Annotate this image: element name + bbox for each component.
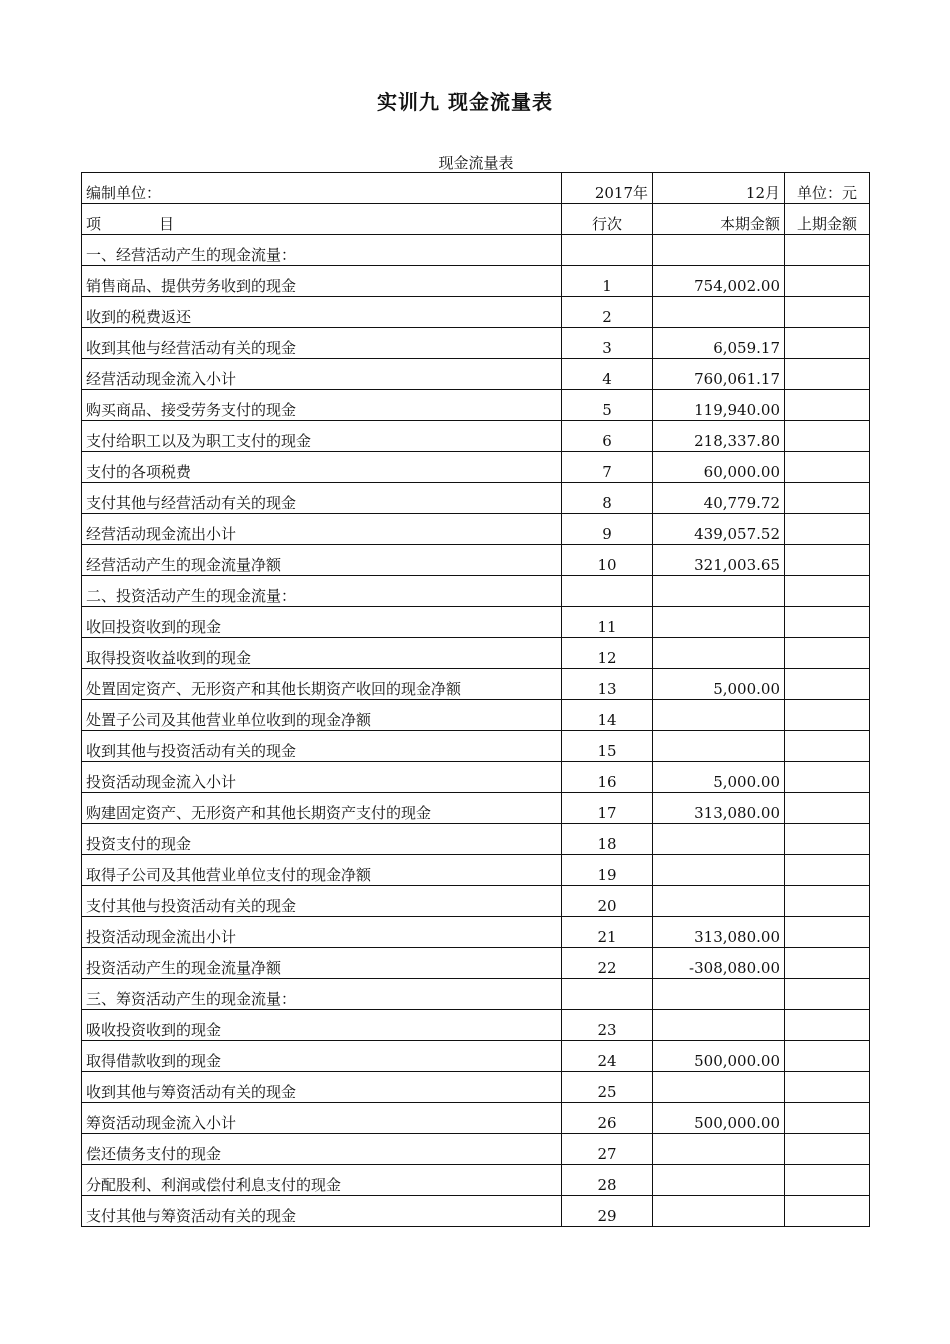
- row-line-number: 15: [562, 731, 653, 762]
- row-label: 经营活动现金流入小计: [82, 359, 562, 390]
- unit-label: 编制单位：: [82, 173, 562, 204]
- row-line-number: 19: [562, 855, 653, 886]
- row-line-number: 4: [562, 359, 653, 390]
- row-line-number: [562, 979, 653, 1010]
- row-label: 偿还债务支付的现金: [82, 1134, 562, 1165]
- row-previous-amount: [785, 607, 870, 638]
- row-previous-amount: [785, 824, 870, 855]
- row-label: 三、筹资活动产生的现金流量：: [82, 979, 562, 1010]
- row-line-number: 5: [562, 390, 653, 421]
- row-line-number: 23: [562, 1010, 653, 1041]
- row-label: 支付其他与经营活动有关的现金: [82, 483, 562, 514]
- row-current-amount: -308,080.00: [653, 948, 785, 979]
- row-previous-amount: [785, 266, 870, 297]
- row-line-number: 16: [562, 762, 653, 793]
- row-label: 收到其他与筹资活动有关的现金: [82, 1072, 562, 1103]
- row-line-number: [562, 235, 653, 266]
- table-row: [82, 731, 870, 762]
- row-line-number: 25: [562, 1072, 653, 1103]
- row-label: 吸收投资收到的现金: [82, 1010, 562, 1041]
- row-previous-amount: [785, 483, 870, 514]
- row-line-number: 8: [562, 483, 653, 514]
- row-line-number: 27: [562, 1134, 653, 1165]
- row-label: 分配股利、利润或偿付利息支付的现金: [82, 1165, 562, 1196]
- row-label: 取得子公司及其他营业单位支付的现金净额: [82, 855, 562, 886]
- row-line-number: 26: [562, 1103, 653, 1134]
- row-current-amount: [653, 1196, 785, 1227]
- year-cell: 2017年: [562, 173, 653, 204]
- row-current-amount: [653, 607, 785, 638]
- row-current-amount: 6,059.17: [653, 328, 785, 359]
- row-current-amount: 218,337.80: [653, 421, 785, 452]
- row-current-amount: 500,000.00: [653, 1103, 785, 1134]
- row-line-number: 22: [562, 948, 653, 979]
- row-current-amount: 439,057.52: [653, 514, 785, 545]
- row-line-number: 18: [562, 824, 653, 855]
- row-current-amount: 119,940.00: [653, 390, 785, 421]
- row-previous-amount: [785, 669, 870, 700]
- row-current-amount: [653, 297, 785, 328]
- column-header-item-a: 项: [86, 215, 102, 233]
- table-caption: 现金流量表: [438, 154, 514, 172]
- column-header-current: 本期金额: [653, 204, 785, 235]
- table-row: [82, 576, 870, 607]
- column-header-item-b: 目: [159, 215, 175, 233]
- row-label: 支付其他与投资活动有关的现金: [82, 886, 562, 917]
- row-previous-amount: [785, 452, 870, 483]
- row-previous-amount: [785, 1134, 870, 1165]
- row-previous-amount: [785, 576, 870, 607]
- row-label: 一、经营活动产生的现金流量：: [82, 235, 562, 266]
- table-row: [82, 917, 870, 948]
- row-current-amount: 760,061.17: [653, 359, 785, 390]
- row-label: 收到的税费返还: [82, 297, 562, 328]
- row-line-number: [562, 576, 653, 607]
- table-row: [82, 1072, 870, 1103]
- row-previous-amount: [785, 390, 870, 421]
- row-previous-amount: [785, 1010, 870, 1041]
- table-row: [82, 886, 870, 917]
- row-line-number: 6: [562, 421, 653, 452]
- header-row-columns: [82, 204, 870, 235]
- table-row: [82, 1103, 870, 1134]
- row-label: 投资活动产生的现金流量净额: [82, 948, 562, 979]
- month-cell: 12月: [653, 173, 785, 204]
- row-line-number: 3: [562, 328, 653, 359]
- table-row: [82, 1134, 870, 1165]
- row-label: 投资活动现金流出小计: [82, 917, 562, 948]
- table-row: [82, 545, 870, 576]
- table-row: [82, 483, 870, 514]
- table-row: [82, 328, 870, 359]
- page-title: 实训九 现金流量表: [377, 90, 553, 114]
- table-row: [82, 669, 870, 700]
- table-row: [82, 700, 870, 731]
- row-label: 收回投资收到的现金: [82, 607, 562, 638]
- row-previous-amount: [785, 421, 870, 452]
- row-label: 收到其他与经营活动有关的现金: [82, 328, 562, 359]
- row-line-number: 2: [562, 297, 653, 328]
- row-current-amount: 60,000.00: [653, 452, 785, 483]
- row-current-amount: [653, 638, 785, 669]
- row-current-amount: [653, 1134, 785, 1165]
- row-label: 支付给职工以及为职工支付的现金: [82, 421, 562, 452]
- table-row: [82, 855, 870, 886]
- row-previous-amount: [785, 1196, 870, 1227]
- table-row: [82, 948, 870, 979]
- row-label: 支付其他与筹资活动有关的现金: [82, 1196, 562, 1227]
- row-line-number: 29: [562, 1196, 653, 1227]
- row-line-number: 13: [562, 669, 653, 700]
- row-previous-amount: [785, 297, 870, 328]
- row-current-amount: 5,000.00: [653, 762, 785, 793]
- table-row: [82, 638, 870, 669]
- currency-cell: 单位：元: [785, 173, 870, 204]
- table-row: [82, 452, 870, 483]
- cash-flow-table: [81, 172, 870, 1227]
- row-previous-amount: [785, 1041, 870, 1072]
- row-previous-amount: [785, 1165, 870, 1196]
- row-current-amount: [653, 824, 785, 855]
- row-label: 取得投资收益收到的现金: [82, 638, 562, 669]
- row-current-amount: [653, 886, 785, 917]
- row-previous-amount: [785, 762, 870, 793]
- row-line-number: 7: [562, 452, 653, 483]
- table-row: [82, 1041, 870, 1072]
- table-row: [82, 235, 870, 266]
- table-row: [82, 1010, 870, 1041]
- table-row: [82, 793, 870, 824]
- row-previous-amount: [785, 235, 870, 266]
- row-label: 投资活动现金流入小计: [82, 762, 562, 793]
- row-previous-amount: [785, 793, 870, 824]
- row-previous-amount: [785, 328, 870, 359]
- row-line-number: 9: [562, 514, 653, 545]
- row-previous-amount: [785, 359, 870, 390]
- table-row: [82, 979, 870, 1010]
- table-row: [82, 390, 870, 421]
- row-current-amount: [653, 731, 785, 762]
- row-line-number: 21: [562, 917, 653, 948]
- row-label: 二、投资活动产生的现金流量：: [82, 576, 562, 607]
- row-label: 购买商品、接受劳务支付的现金: [82, 390, 562, 421]
- row-current-amount: [653, 576, 785, 607]
- row-previous-amount: [785, 1072, 870, 1103]
- row-previous-amount: [785, 855, 870, 886]
- header-row-unit: [82, 173, 870, 204]
- row-previous-amount: [785, 638, 870, 669]
- column-header-previous: 上期金额: [785, 204, 870, 235]
- table-row: [82, 297, 870, 328]
- row-current-amount: 754,002.00: [653, 266, 785, 297]
- row-current-amount: [653, 235, 785, 266]
- row-label: 购建固定资产、无形资产和其他长期资产支付的现金: [82, 793, 562, 824]
- column-header-item: [82, 204, 562, 235]
- table-row: [82, 824, 870, 855]
- row-previous-amount: [785, 700, 870, 731]
- table-row: [82, 359, 870, 390]
- column-header-line: 行次: [562, 204, 653, 235]
- row-previous-amount: [785, 917, 870, 948]
- row-line-number: 11: [562, 607, 653, 638]
- row-label: 处置固定资产、无形资产和其他长期资产收回的现金净额: [82, 669, 562, 700]
- table-row: [82, 607, 870, 638]
- row-current-amount: [653, 855, 785, 886]
- row-current-amount: 5,000.00: [653, 669, 785, 700]
- row-label: 筹资活动现金流入小计: [82, 1103, 562, 1134]
- row-line-number: 28: [562, 1165, 653, 1196]
- table-row: [82, 514, 870, 545]
- row-current-amount: 500,000.00: [653, 1041, 785, 1072]
- row-previous-amount: [785, 545, 870, 576]
- table-row: [82, 1196, 870, 1227]
- row-previous-amount: [785, 514, 870, 545]
- row-previous-amount: [785, 731, 870, 762]
- row-label: 处置子公司及其他营业单位收到的现金净额: [82, 700, 562, 731]
- row-line-number: 10: [562, 545, 653, 576]
- row-previous-amount: [785, 979, 870, 1010]
- row-previous-amount: [785, 948, 870, 979]
- row-current-amount: 313,080.00: [653, 793, 785, 824]
- row-current-amount: [653, 1165, 785, 1196]
- row-label: 投资支付的现金: [82, 824, 562, 855]
- row-line-number: 12: [562, 638, 653, 669]
- row-line-number: 1: [562, 266, 653, 297]
- row-current-amount: [653, 979, 785, 1010]
- row-label: 收到其他与投资活动有关的现金: [82, 731, 562, 762]
- row-label: 经营活动产生的现金流量净额: [82, 545, 562, 576]
- row-line-number: 24: [562, 1041, 653, 1072]
- row-current-amount: [653, 1072, 785, 1103]
- table-row: [82, 421, 870, 452]
- row-current-amount: [653, 700, 785, 731]
- row-line-number: 17: [562, 793, 653, 824]
- row-current-amount: 313,080.00: [653, 917, 785, 948]
- row-current-amount: 321,003.65: [653, 545, 785, 576]
- row-label: 经营活动现金流出小计: [82, 514, 562, 545]
- row-label: 销售商品、提供劳务收到的现金: [82, 266, 562, 297]
- table-row: [82, 266, 870, 297]
- table-row: [82, 762, 870, 793]
- row-label: 支付的各项税费: [82, 452, 562, 483]
- row-current-amount: 40,779.72: [653, 483, 785, 514]
- row-line-number: 14: [562, 700, 653, 731]
- row-line-number: 20: [562, 886, 653, 917]
- table-row: [82, 1165, 870, 1196]
- row-label: 取得借款收到的现金: [82, 1041, 562, 1072]
- row-current-amount: [653, 1010, 785, 1041]
- row-previous-amount: [785, 1103, 870, 1134]
- row-previous-amount: [785, 886, 870, 917]
